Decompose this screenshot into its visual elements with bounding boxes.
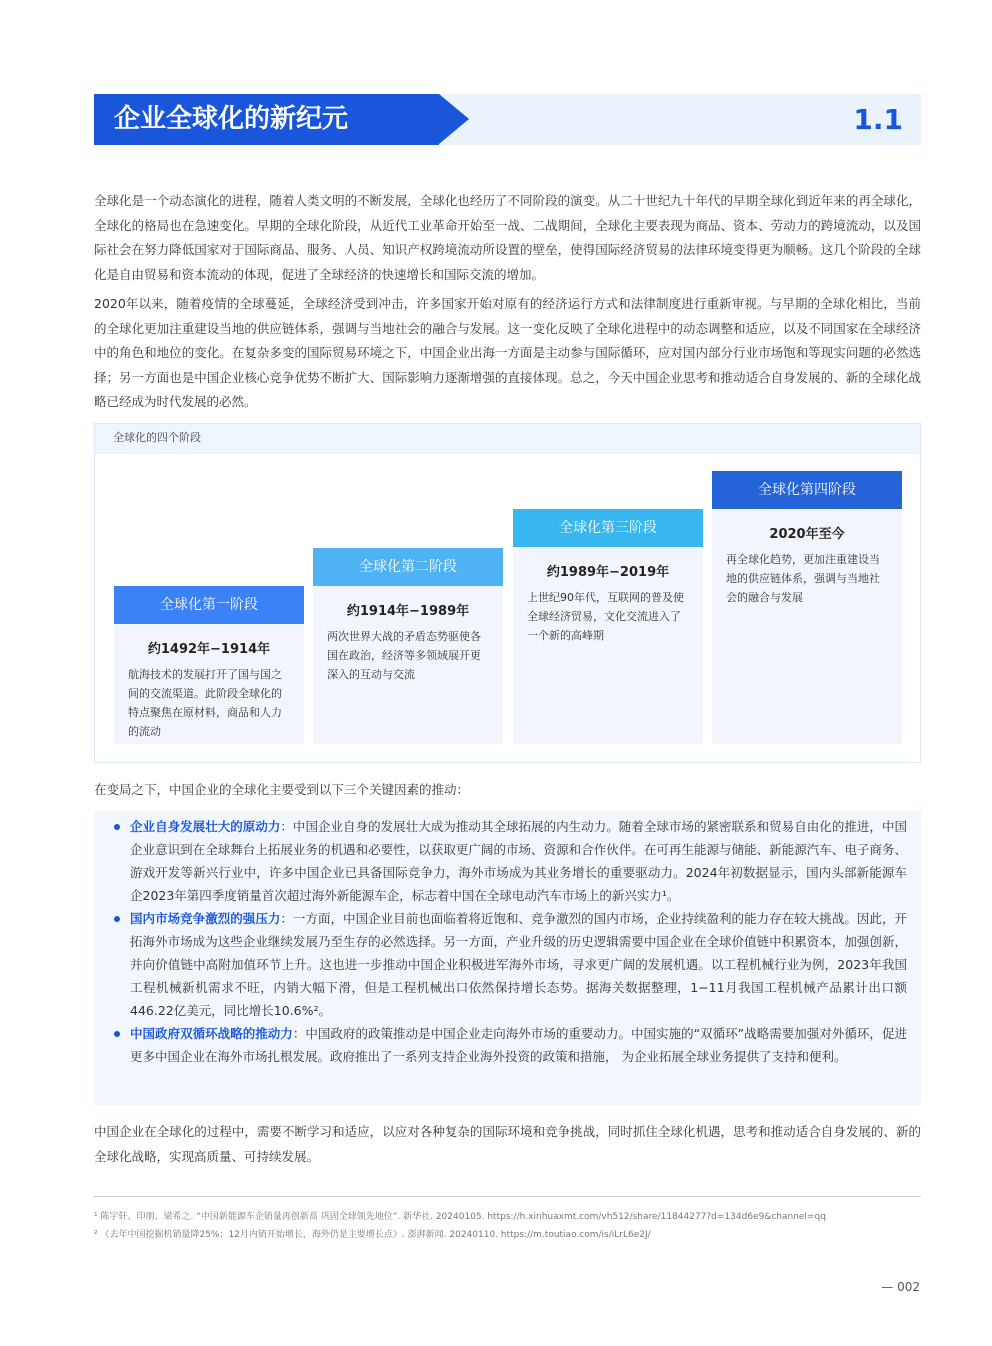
driver-2-text: ：一方面，中国企业目前也面临着将近饱和、竞争激烈的国内市场，企业持续盈利的能力存在较大挑战。因此，开拓海外市场成为这些企业继续发展乃至生存的必然选择。另一方面，产业升级的历史逻辑需要中国企业在全球价值链中积累资本，加强创新，并向价值链中高附加值环节上升。这也进一步推动中国企业积极进军海外市场，寻求更广阔的发展机遇。以工程机械行业为例，2023年我国工程机械新机需求不旺，内销大幅下滑，但是工程机械出口依然保持增长态势。据海关数据整理，1−11月我国工程机械产品累计出口额446.22亿美元，同比增长10.6%²。 [130,911,907,1018]
title-arrow-shape [439,94,469,144]
footnote-divider [94,1196,921,1197]
section-number: 1.1 [853,103,903,136]
bullet-dot-icon [114,824,120,830]
driver-item-2 [130,907,907,1022]
driver-3-text: ：中国政府的政策推动是中国企业走向海外市场的重要动力。中国实施的“双循环”战略需要加强对外循环，促进更多中国企业在海外市场扎根发展。政府推出了一系列支持企业海外投资的政策和措施， 为企业拓展全球业务提供了支持和便利。 [130,1026,907,1064]
stage-2-title: 全球化第二阶段 [313,548,503,586]
stage-1-title: 全球化第一阶段 [114,586,304,624]
driver-2-key: 国内市场竞争激烈的强压力 [130,911,281,926]
driver-1-key: 企业自身发展壮大的原动力 [130,819,281,834]
driver-item-1 [130,815,907,907]
drivers-intro: 在变局之下，中国企业的全球化主要受到以下三个关键因素的推动： [94,782,470,797]
driver-item-3 [130,1022,907,1068]
bullet-dot-icon [114,1031,120,1037]
stage-4-period: 2020年至今 [769,527,845,542]
drivers-panel [94,811,921,1105]
stage-4-desc: 再全球化趋势，更加注重建设当地的供应链体系，强调与当地社会的融合与发展 [726,553,880,604]
stages-figure [94,423,921,763]
page-number: — 002 [881,1280,920,1294]
stage-1-desc: 航海技术的发展打开了国与国之间的交流渠道。此阶段全球化的特点聚焦在原材料，商品和人力的流动 [128,668,282,738]
stage-2-period: 约1914年−1989年 [346,604,470,619]
footnote-1: ¹ 陈宇轩、印朋、梁希之. “中国新能源车企销量再创新高 巩固全球领先地位”. 新华社. 20240105. https://h.xinhuaxmt.com/vh512/share/11844277?d=134d6e9&channel=qq [94,1212,826,1222]
stage-3-card [513,547,703,744]
conclusion-paragraph: 中国企业在全球化的过程中，需要不断学习和适应，以应对各种复杂的国际环境和竞争挑战，同时抓住全球化机遇，思考和推动适合自身发展的、新的全球化战略，实现高质量、可持续发展。 [94,1124,921,1164]
stage-2-desc: 两次世界大战的矛盾态势驱使各国在政治，经济等多领域展开更深入的互动与交流 [327,630,481,681]
stage-4-card [712,509,902,744]
stage-2-card [313,586,503,744]
stage-3-desc: 上世纪90年代，互联网的普及使全球经济贸易，文化交流进入了一个新的高峰期 [527,591,684,642]
stage-1-period: 约1492年−1914年 [147,642,271,657]
section-title: 企业全球化的新纪元 [94,94,439,145]
intro-paragraph-2: 2020年以来，随着疫情的全球蔓延，全球经济受到冲击，许多国家开始对原有的经济运行方式和法律制度进行重新审视。与早期的全球化相比，当前的全球化更加注重建设当地的供应链体系，强调与当地社会的融合与发展。这一变化反映了全球化进程中的动态调整和适应，以及不同国家在全球经济中的角色和地位的变化。在复杂多变的国际贸易环境之下，中国企业出海一方面是主动参与国际循环，应对国内部分行业市场饱和等现实问题的必然选择；另一方面也是中国企业核心竞争优势不断扩大、国际影响力逐渐增强的直接体现。总之，今天中国企业思考和推动适合自身发展的、新的全球化战略已经成为时代发展的必然。 [94,296,921,409]
stage-4-title: 全球化第四阶段 [712,471,902,509]
stage-3-title: 全球化第三阶段 [513,509,703,547]
section-header [94,94,921,145]
bullet-dot-icon [114,916,120,922]
intro-paragraph-1: 全球化是一个动态演化的进程，随着人类文明的不断发展，全球化也经历了不同阶段的演变。从二十世纪九十年代的早期全球化到近年来的再全球化，全球化的格局也在急速变化。早期的全球化阶段，从近代工业革命开始至一战、二战期间，全球化主要表现为商品、资本、劳动力的跨境流动，以及国际社会在努力降低国家对于国际商品、服务、人员、知识产权跨境流动所设置的壁垒，使得国际经济贸易的法律环境变得更为顺畅。这几个阶段的全球化是自由贸易和资本流动的体现，促进了全球经济的快速增长和国际交流的增加。 [94,193,921,282]
footnote-2: ² 《去年中国挖掘机销量降25%；12月内销开始增长，海外仍是主要增长点》. 澎湃新闻. 20240110. https://m.toutiao.com/is/iLrL6e2J/ [94,1230,651,1240]
stages-caption: 全球化的四个阶段 [95,424,920,454]
stage-3-period: 约1989年−2019年 [546,565,670,580]
driver-3-key: 中国政府双循环战略的推动力 [130,1026,293,1041]
stage-1-card [114,624,304,744]
driver-1-text: ：中国企业自身的发展壮大成为推动其全球拓展的内生动力。随着全球市场的紧密联系和贸易自由化的推进，中国企业意识到在全球舞台上拓展业务的机遇和必要性，以获取更广阔的市场、资源和合作伙伴。在可再生能源与储能、新能源汽车、电子商务、游戏开发等新兴行业中，许多中国企业已具备国际竞争力，海外市场成为其业务增长的重要驱动力。2024年初数据显示，国内头部新能源车企2023年第四季度销量首次超过海外新能源车企，标志着中国在全球电动汽车市场上的新兴实力¹。 [130,819,907,903]
